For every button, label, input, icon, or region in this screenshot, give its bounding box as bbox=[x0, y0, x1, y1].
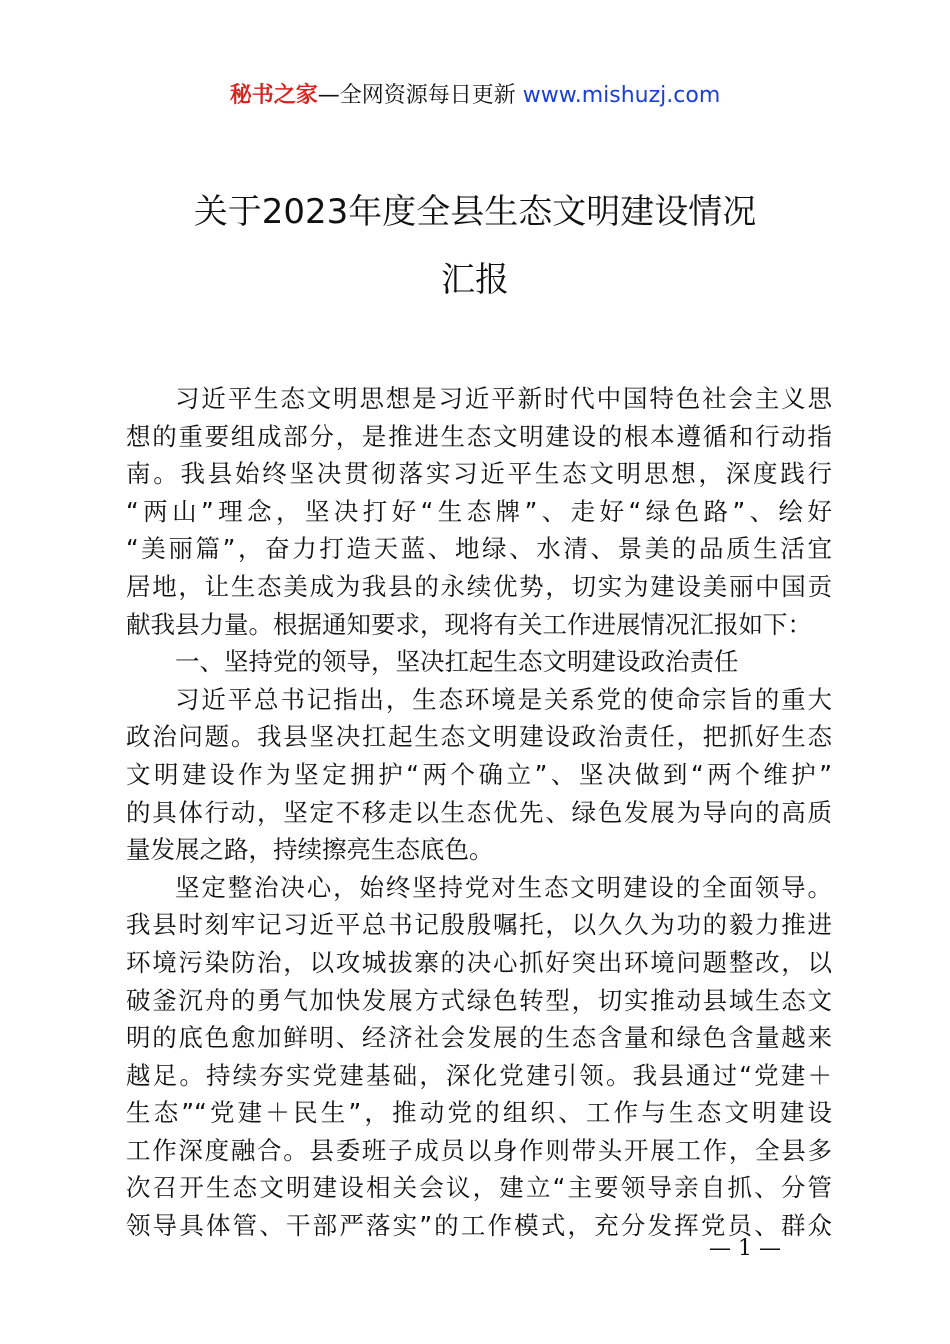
header-tagline: —全网资源每日更新 bbox=[317, 83, 523, 108]
body-line: 工作深度融合。县委班子成员以身作则带头开展工作，全县多 bbox=[126, 1135, 832, 1165]
site-url-link[interactable]: www.mishuzj.com bbox=[522, 83, 721, 108]
body-line: 的具体行动，坚定不移走以生态优先、绿色发展为导向的高质 bbox=[126, 797, 832, 827]
body-line: 文明建设作为坚定拥护“两个确立”、坚决做到“两个维护” bbox=[126, 759, 832, 789]
body-line: 献我县力量。根据通知要求，现将有关工作进展情况汇报如下： bbox=[126, 609, 812, 639]
body-line: 量发展之路，持续擦亮生态底色。 bbox=[126, 835, 494, 865]
body-line: 领导具体管、干部严落实”的工作模式，充分发挥党员、群众 bbox=[126, 1211, 832, 1241]
section-heading: 一、坚持党的领导，坚决扛起生态文明建设政治责任 bbox=[175, 647, 739, 677]
body-line: “美丽篇”，奋力打造天蓝、地绿、水清、景美的品质生活宜 bbox=[126, 534, 832, 564]
site-header bbox=[0, 80, 950, 112]
body-line: 想的重要组成部分，是推进生态文明建设的根本遵循和行动指 bbox=[126, 421, 832, 451]
page-number: — 1 — bbox=[709, 1236, 781, 1261]
body-line: 坚定整治决心，始终坚持党对生态文明建设的全面领导。 bbox=[175, 872, 832, 902]
body-line: 政治问题。我县坚决扛起生态文明建设政治责任，把抓好生态 bbox=[126, 722, 832, 752]
body-line: 我县时刻牢记习近平总书记殷殷嘱托，以久久为功的毅力推进 bbox=[126, 910, 832, 940]
body-line: 生态”“党建＋民生”，推动党的组织、工作与生态文明建设 bbox=[126, 1098, 832, 1128]
body-line: 明的底色愈加鲜明、经济社会发展的生态含量和绿色含量越来 bbox=[126, 1023, 832, 1053]
document-title-line-2: 汇报 bbox=[441, 260, 509, 300]
document-body bbox=[126, 380, 832, 1245]
body-line: 环境污染防治，以攻城拔寨的决心抓好突出环境问题整改，以 bbox=[126, 947, 832, 977]
body-line: 习近平总书记指出，生态环境是关系党的使命宗旨的重大 bbox=[175, 684, 832, 714]
body-line: 破釜沉舟的勇气加快发展方式绿色转型，切实推动县域生态文 bbox=[126, 985, 832, 1015]
body-line: 越足。持续夯实党建基础，深化党建引领。我县通过“党建＋ bbox=[126, 1060, 832, 1090]
body-line: 习近平生态文明思想是习近平新时代中国特色社会主义思 bbox=[175, 384, 832, 413]
body-line: 居地，让生态美成为我县的永续优势，切实为建设美丽中国贡 bbox=[126, 571, 832, 601]
brand-name: 秘书之家 bbox=[229, 83, 318, 108]
body-line: 次召开生态文明建设相关会议，建立“主要领导亲自抓、分管 bbox=[126, 1173, 832, 1203]
document-title-line-1: 关于2023年度全县生态文明建设情况 bbox=[193, 192, 757, 232]
body-line: “两山”理念，坚决打好“生态牌”、走好“绿色路”、绘好 bbox=[126, 496, 832, 526]
body-line: 南。我县始终坚决贯彻落实习近平生态文明思想，深度践行 bbox=[126, 459, 832, 489]
